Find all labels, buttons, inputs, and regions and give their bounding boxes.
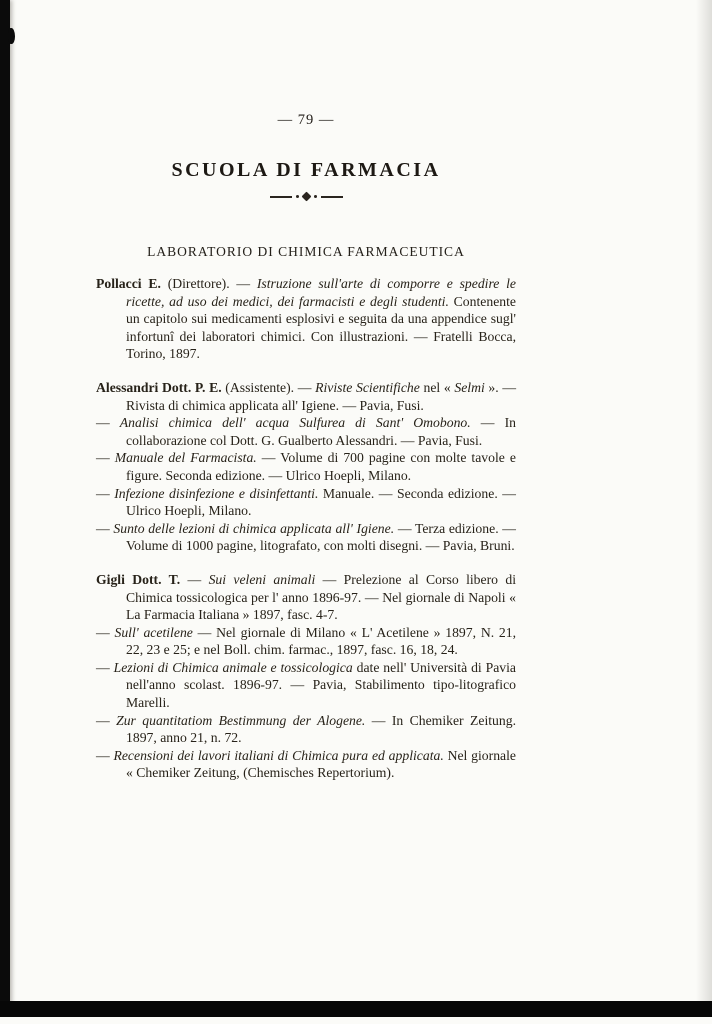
entry-text-run: — Prelezione al Corso libero di Chimica tossicologica per l' anno 1896-97. — Nel giornale di Napoli « La Farmacia Italiana » 1897, fasc. 4-7.	[126, 571, 516, 623]
entry-group	[96, 571, 516, 782]
entry-text-run: Sunto delle lezioni di chimica applicata all' Igiene.	[113, 520, 395, 536]
entry-text-run: (Direttore). —	[167, 276, 257, 291]
entry-text-run: —	[96, 450, 115, 466]
bibliography-entries	[96, 275, 516, 782]
entry-text-run: —	[96, 747, 114, 763]
entry-text-run: — Volume di 700 pagine con molte tavole e figure. Seconda edizione. — Ulrico Hoepli, Milano.	[126, 450, 516, 483]
scan-right-shade	[696, 0, 712, 1001]
ornament-dot	[296, 195, 299, 198]
entry-text-run: Infezione disinfezione e disinfettanti.	[114, 485, 319, 501]
entry-text-run: —	[187, 571, 209, 587]
entry-text-run: —	[96, 624, 115, 640]
entry-paragraph	[96, 624, 516, 659]
page-title: SCUOLA DI FARMACIA	[171, 159, 441, 181]
entry-text-run: Istruzione sull'arte di comporre e spedire le ricette, ad uso dei medici, dei farmacisti e degli studenti.	[126, 276, 516, 309]
entry-paragraph	[96, 520, 516, 555]
ornament-line	[270, 196, 292, 198]
entry-text-run: ». — Rivista di chimica applicata all' Igiene. — Pavia, Fusi.	[126, 379, 517, 413]
entry-group	[96, 379, 516, 555]
entry-text-run: Nel giornale « Chemiker Zeitung, (Chemisches Repertorium).	[126, 747, 516, 781]
entry-text-run: —	[96, 415, 120, 431]
fleuron-divider-icon	[96, 193, 516, 200]
entry-text-run: — Terza edizione. — Volume di 1000 pagine, litografato, con molti disegni. — Pavia, Bruni.	[126, 520, 516, 554]
entry-text-run: — In collaborazione col Dott. G. Gualberto Alessandri. — Pavia, Fusi.	[126, 415, 516, 448]
entry-paragraph	[96, 571, 516, 624]
scan-artifact	[8, 28, 15, 44]
entry-text-run: Selmi	[454, 379, 485, 395]
entry-text-run: —	[96, 712, 117, 728]
ornament-line	[321, 196, 343, 198]
entry-text-run: — Nel giornale di Milano « L' Acetilene » 1897, N. 21, 22, 23 e 25; e nel Boll. chim. farmac., 1897, fasc. 16, 18, 24.	[126, 624, 517, 658]
entry-text-run: Sull' acetilene	[114, 624, 193, 640]
entry-paragraph	[96, 449, 516, 484]
scan-binding-edge	[0, 0, 10, 1006]
entry-paragraph	[96, 712, 516, 747]
entry-group	[96, 275, 516, 363]
entry-text-run: Analisi chimica dell' acqua Sulfurea di Sant' Omobono.	[119, 415, 471, 431]
entry-text-run: Contenente un capitolo sui medicamenti esplosivi e seguita da una appendice sugl' infortunî dei laboratori chimici. Con illustrazioni. — Fratelli Bocca, Torino, 1897.	[126, 293, 516, 362]
entry-paragraph	[96, 659, 516, 712]
entry-text-run: Gigli Dott. T.	[96, 571, 188, 587]
entry-paragraph	[96, 485, 516, 520]
entry-text-run: Pollacci E.	[96, 276, 168, 291]
page-content	[96, 0, 516, 798]
entry-paragraph	[96, 275, 516, 363]
entry-paragraph	[96, 379, 516, 414]
entry-text-run: —	[96, 520, 114, 536]
ornament-diamond	[301, 192, 311, 202]
entry-text-run: Riviste Scientifiche	[315, 379, 420, 395]
entry-text-run: Lezioni di Chimica animale e tossicologica	[113, 659, 353, 675]
entry-text-run: Recensioni dei lavori italiani di Chimica pura ed applicata.	[113, 747, 444, 763]
ornament-dot	[314, 195, 317, 198]
entry-text-run: — In Chemiker Zeitung. 1897, anno 21, n. 72.	[126, 712, 517, 746]
entry-text-run: —	[96, 659, 114, 675]
page-number: — 79 —	[277, 112, 335, 128]
entry-text-run: date nell' Università di Pavia nell'anno scolast. 1896-97. — Pavia, Stabilimento tipo-litografico Marelli.	[126, 659, 517, 711]
entry-text-run: Zur quantitatiom Bestimmung der Alogene.	[116, 712, 366, 728]
entry-text-run: Alessandri Dott. P. E.	[96, 379, 226, 395]
entry-text-run: Sui veleni animali	[208, 571, 316, 587]
scan-bottom-edge	[0, 1001, 712, 1017]
entry-text-run: nel «	[419, 379, 455, 395]
entry-paragraph	[96, 414, 516, 449]
entry-text-run: Manuale. — Seconda edizione. — Ulrico Hoepli, Milano.	[126, 485, 516, 519]
section-heading: LABORATORIO DI CHIMICA FARMACEUTICA	[147, 244, 465, 259]
entry-text-run: —	[96, 485, 115, 501]
entry-paragraph	[96, 747, 516, 782]
entry-text-run: Manuale del Farmacista.	[114, 450, 257, 466]
entry-text-run: (Assistente). —	[225, 379, 316, 395]
